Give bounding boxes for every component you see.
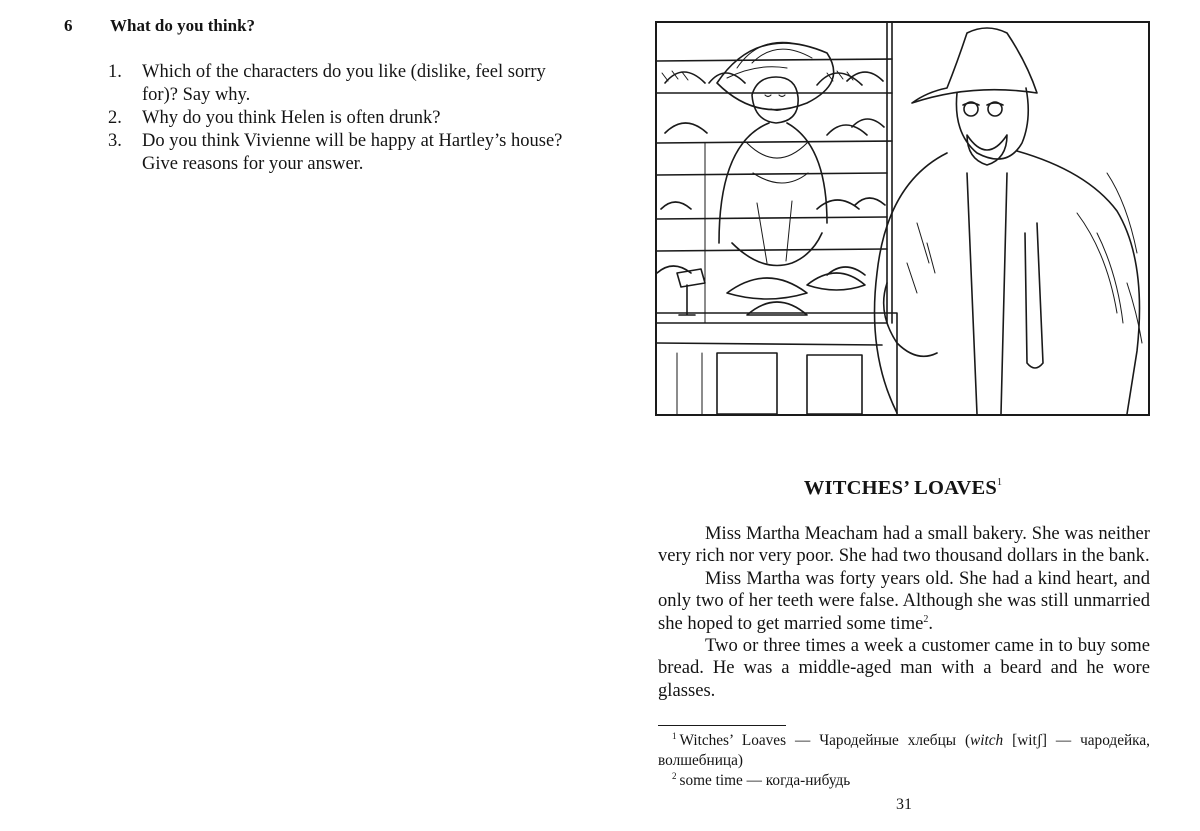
question-item xyxy=(108,61,563,107)
story-title-text: WITCHES’ LOAVES xyxy=(803,477,997,499)
footnote xyxy=(658,731,1150,771)
question-text: Why do you think Helen is often drunk? xyxy=(142,108,441,128)
question-item xyxy=(108,130,563,176)
footnote-mark: 2 xyxy=(672,771,677,781)
paragraph-end: . xyxy=(928,612,934,634)
footnote-reference: 2 xyxy=(923,613,929,625)
title-footnote-mark: 1 xyxy=(996,477,1003,488)
question-list xyxy=(108,61,563,176)
footnote-dash: — xyxy=(742,772,766,789)
story-illustration xyxy=(655,21,1150,416)
section-number: 6 xyxy=(64,16,73,35)
question-text: Which of the characters do you like (dislike, feel sorry for)? Say why. xyxy=(142,62,546,105)
bearded-man xyxy=(875,28,1143,414)
footnote-divider xyxy=(658,725,786,726)
story-paragraph xyxy=(658,568,1150,635)
question-text: Do you think Vivienne will be happy at Hartley’s house? Give reasons for your answer. xyxy=(142,131,563,174)
footnotes xyxy=(658,731,1150,791)
footnote-italic-word: witch xyxy=(970,732,1004,749)
question-item xyxy=(108,107,563,130)
footnote-term: Witches’ Loaves xyxy=(679,732,787,749)
paragraph-text: Two or three times a week a customer came in to buy some bread. He was a middle-aged man with a beard and he wore glasses. xyxy=(658,635,1150,701)
story-body xyxy=(658,523,1150,702)
footnote-dash: — xyxy=(786,732,820,749)
page-number: 31 xyxy=(896,796,912,813)
section-title: What do you think? xyxy=(110,16,256,35)
footnote-transcription: [witʃ] — чародейка, волшебница) xyxy=(658,732,1150,769)
footnote-translation: когда-нибудь xyxy=(765,772,851,789)
paragraph-text: Miss Martha was forty years old. She had a kind heart, and only two of her teeth were false. Although she was still unmarried she hoped to get married some time xyxy=(658,567,1150,634)
paragraph-text: Miss Martha Meacham had a small bakery. She was neither very rich nor very poor. She had two thousand dollars in the bank. xyxy=(658,523,1150,567)
question-number: 1. xyxy=(108,62,122,82)
question-number: 3. xyxy=(108,131,122,151)
question-number: 2. xyxy=(108,108,122,128)
footnote-mark: 1 xyxy=(672,731,677,741)
story-paragraph xyxy=(658,523,1150,568)
footnote-term: some time xyxy=(679,772,743,789)
story-title xyxy=(656,477,1150,500)
story-paragraph xyxy=(658,635,1150,702)
footnote xyxy=(658,771,1150,791)
footnote-translation: Чародейные хлебцы ( xyxy=(819,732,971,749)
bakery-counter xyxy=(657,269,897,414)
